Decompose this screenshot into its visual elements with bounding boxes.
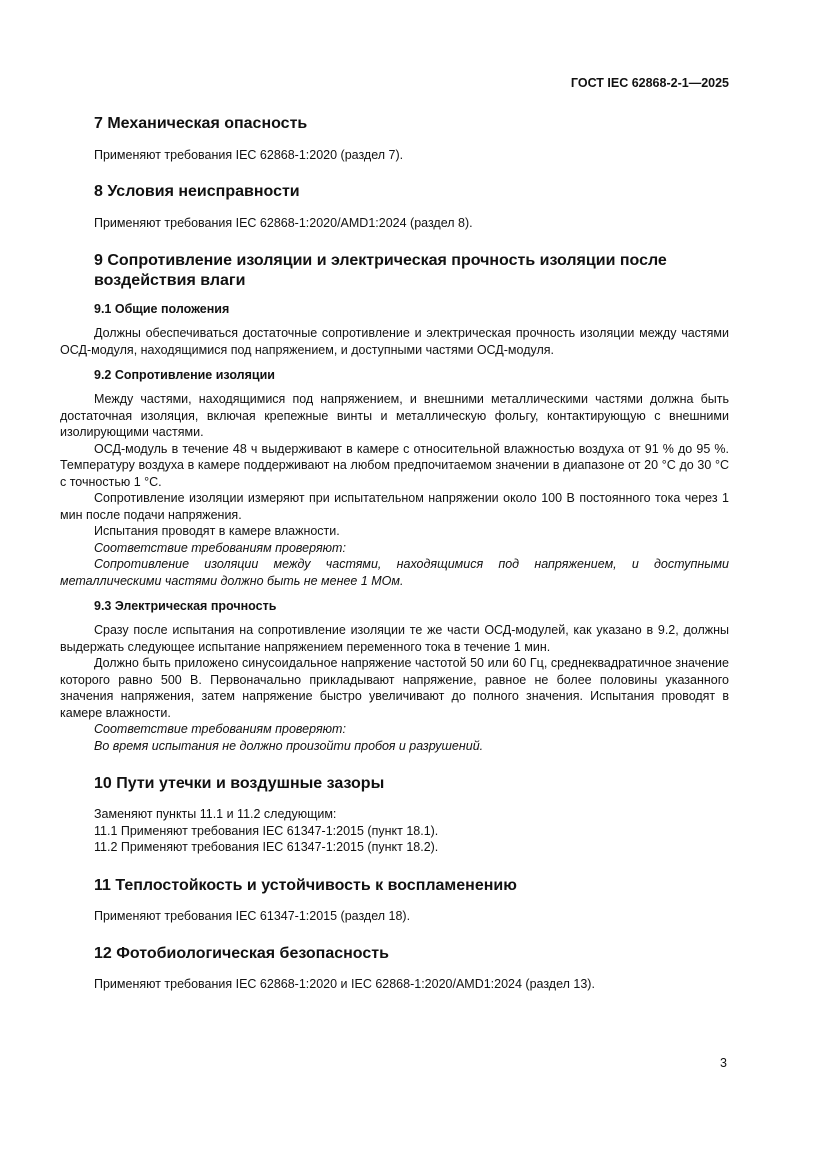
page-number: 3 xyxy=(720,1056,727,1070)
section-9-1-p1: Должны обеспечиваться достаточные сопротивление и электрическая прочность изоляции между частями ОСД-модуля, находящимися под напряжением, и доступными частями ОСД-модуля. xyxy=(60,326,729,357)
section-9-3-p1: Сразу после испытания на сопротивление изоляции те же части ОСД-модулей, как указано в 9.2, должны выдержать следующее испытание напряжением переменного тока в течение 1 мин. xyxy=(60,623,729,654)
section-12-title: 12 Фотобиологическая безопасность xyxy=(94,945,389,962)
section-9-2-p3: Сопротивление изоляции измеряют при испытательном напряжении около 100 В постоянного тока через 1 мин после подачи напряжения. xyxy=(60,491,729,522)
section-9-2-p2: ОСД-модуль в течение 48 ч выдерживают в камере с относительной влажностью воздуха от 91 % до 95 %. Температуру воздуха в камере поддерживают на любом предпочитаемом значении в диапазоне от 20 °С до 30 °С с точностью 1 °С. xyxy=(60,441,729,489)
section-11-text: Применяют требования IEC 61347-1:2015 (раздел 18). xyxy=(94,908,411,923)
section-10-line1: Заменяют пункты 11.1 и 11.2 следующим: xyxy=(94,807,337,821)
section-9-2-p6: Сопротивление изоляции между частями, находящимися под напряжением, и доступными металлическими частями должно быть не менее 1 МОм. xyxy=(60,557,729,588)
section-9-2-p5: Соответствие требованиям проверяют: xyxy=(94,540,346,555)
section-12-text: Применяют требования IEC 62868-1:2020 и IEC 62868-1:2020/AMD1:2024 (раздел 13). xyxy=(94,977,595,991)
section-9-2-p1: Между частями, находящимися под напряжением, и внешними металлическими частями должна быть достаточная изоляция, включая крепежные винты и металлическую фольгу, контактирующую с внешними изолирующими частями. xyxy=(60,392,729,439)
section-10-line2: 11.1 Применяют требования IEC 61347-1:2015 (пункт 18.1). xyxy=(94,823,439,838)
section-7-text: Применяют требования IEC 62868-1:2020 (раздел 7). xyxy=(94,148,404,162)
section-9-3-title: 9.3 Электрическая прочность xyxy=(94,599,277,613)
section-10-line3: 11.2 Применяют требования IEC 61347-1:2015 (пункт 18.2). xyxy=(94,840,439,854)
section-10-title: 10 Пути утечки и воздушные зазоры xyxy=(94,775,385,792)
section-8-text: Применяют требования IEC 62868-1:2020/AMD1:2024 (раздел 8). xyxy=(94,215,473,230)
section-9-3-p4: Во время испытания не должно произойти пробоя и разрушений. xyxy=(94,738,484,753)
section-9-3-p3: Соответствие требованиям проверяют: xyxy=(94,722,346,736)
section-9-2-p4: Испытания проводят в камере влажности. xyxy=(94,524,340,538)
document-header: ГОСТ IEC 62868-2-1—2025 xyxy=(570,76,729,90)
section-9-2-title: 9.2 Сопротивление изоляции xyxy=(94,368,275,382)
section-9-3-p2: Должно быть приложено синусоидальное напряжение частотой 50 или 60 Гц, среднеквадратичное значение которого равно 500 В. Первоначально прикладывают напряжение, равное не более половины указанного значения напряжения, затем напряжение быстро увеличивают до полного значения. Испытания проводят в камере влажности. xyxy=(60,656,729,720)
section-8-title: 8 Условия неисправности xyxy=(94,182,300,200)
section-9-title-line2: воздействия влаги xyxy=(94,272,246,289)
document-body xyxy=(60,114,729,993)
section-7-title: 7 Механическая опасность xyxy=(94,115,308,132)
section-9-1-title: 9.1 Общие положения xyxy=(94,302,230,316)
section-9-title-line1: 9 Сопротивление изоляции и электрическая прочность изоляции после xyxy=(94,252,667,269)
section-11-title: 11 Теплостойкость и устойчивость к воспламенению xyxy=(94,876,517,894)
